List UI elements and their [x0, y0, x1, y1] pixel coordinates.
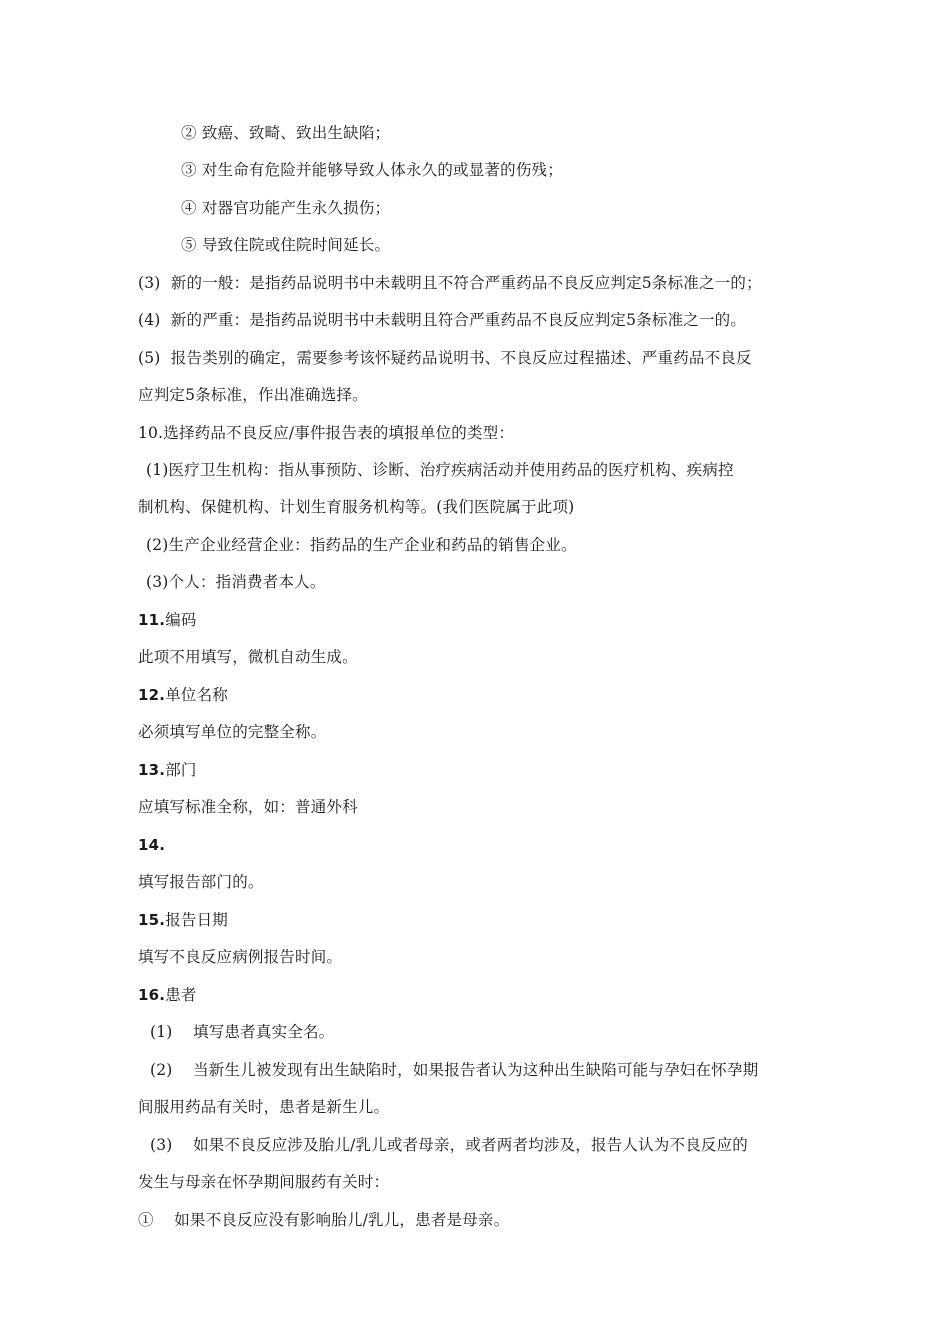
- line-text: 制机构、保健机构、计划生育服务机构等。(我们医院属于此项): [138, 498, 575, 516]
- paragraph-report-department: [138, 872, 264, 892]
- line-text: ① 如果不良反应没有影响胎儿/乳儿，患者是母亲。: [138, 1211, 510, 1229]
- section-number: 11.: [138, 611, 166, 629]
- list-item-hospitalization: [181, 235, 390, 255]
- line-text: 填写不良反应病例报告时间。: [138, 948, 343, 966]
- list-item-life-threatening: [181, 160, 563, 180]
- section-heading-15: [138, 910, 228, 930]
- line-text: 患者: [165, 986, 197, 1004]
- paragraph-unit-name: [138, 722, 326, 742]
- line-text: ⑤ 导致住院或住院时间延长。: [181, 236, 391, 254]
- section-heading-10: [138, 423, 514, 443]
- paragraph-new-serious: [138, 310, 746, 330]
- line-text: 此项不用填写，微机自动生成。: [138, 648, 358, 666]
- paragraph-new-general: [138, 273, 762, 293]
- list-item-enterprise: [146, 535, 577, 555]
- line-text: 填写报告部门的。: [138, 873, 264, 891]
- list-item-individual: [146, 572, 326, 592]
- line-text: (4) 新的严重：是指药品说明书中未载明且符合严重药品不良反应判定5条标准之一的。: [138, 311, 747, 329]
- line-text: (2)生产企业经营企业：指药品的生产企业和药品的销售企业。: [146, 536, 577, 554]
- section-number: 14.: [138, 836, 166, 854]
- list-item-fetus-mother: [150, 1135, 748, 1155]
- line-text: 编码: [165, 611, 197, 629]
- section-number: 12.: [138, 686, 166, 704]
- paragraph-report-category-cont: [138, 385, 368, 405]
- section-heading-12: [138, 685, 228, 705]
- line-text: ② 致癌、致畸、致出生缺陷；: [181, 124, 391, 142]
- section-heading-16: [138, 985, 197, 1005]
- list-item-medical-institution-cont: [138, 497, 574, 517]
- line-text: 单位名称: [165, 686, 228, 704]
- line-text: (3)个人：指消费者本人。: [146, 573, 326, 591]
- line-text: ③ 对生命有危险并能够导致人体永久的或显著的伤残；: [181, 161, 563, 179]
- list-item-fetus-mother-cont: [138, 1172, 389, 1192]
- list-item-medical-institution: [146, 460, 734, 480]
- section-heading-14: [138, 835, 165, 855]
- section-heading-11: [138, 610, 197, 630]
- section-number: 15.: [138, 911, 166, 929]
- line-text: 间服用药品有关时，患者是新生儿。: [138, 1098, 390, 1116]
- line-text: 应判定5条标准，作出准确选择。: [138, 386, 368, 404]
- list-item-newborn-cont: [138, 1097, 389, 1117]
- list-item-carcinogenic: [181, 123, 390, 143]
- list-item-newborn: [150, 1060, 758, 1080]
- paragraph-report-date: [138, 947, 342, 967]
- line-text: 10.选择药品不良反应/事件报告表的填报单位的类型：: [138, 424, 515, 442]
- list-item-mother-patient: [138, 1210, 509, 1230]
- line-text: (1) 填写患者真实全名。: [150, 1023, 335, 1041]
- paragraph-code: [138, 647, 358, 667]
- paragraph-department: [138, 797, 358, 817]
- line-text: (2) 当新生儿被发现有出生缺陷时，如果报告者认为这种出生缺陷可能与孕妇在怀孕期: [150, 1061, 759, 1079]
- line-text: ④ 对器官功能产生永久损伤；: [181, 199, 391, 217]
- line-text: (3) 如果不良反应涉及胎儿/乳儿或者母亲，或者两者均涉及，报告人认为不良反应的: [150, 1136, 748, 1154]
- section-number: 13.: [138, 761, 166, 779]
- line-text: 必须填写单位的完整全称。: [138, 723, 327, 741]
- line-text: 应填写标准全称，如：普通外科: [138, 798, 358, 816]
- section-heading-13: [138, 760, 197, 780]
- paragraph-report-category: [138, 348, 752, 368]
- line-text: (1)医疗卫生机构：指从事预防、诊断、治疗疾病活动并使用药品的医疗机构、疾病控: [146, 461, 734, 479]
- line-text: (3) 新的一般：是指药品说明书中未载明且不符合严重药品不良反应判定5条标准之一的；: [138, 274, 762, 292]
- line-text: 部门: [165, 761, 197, 779]
- section-number: 16.: [138, 986, 166, 1004]
- line-text: 报告日期: [165, 911, 228, 929]
- line-text: (5) 报告类别的确定，需要参考该怀疑药品说明书、不良反应过程描述、严重药品不良反: [138, 349, 752, 367]
- line-text: 发生与母亲在怀孕期间服药有关时：: [138, 1173, 390, 1191]
- list-item-organ-damage: [181, 198, 390, 218]
- list-item-patient-name: [150, 1022, 334, 1042]
